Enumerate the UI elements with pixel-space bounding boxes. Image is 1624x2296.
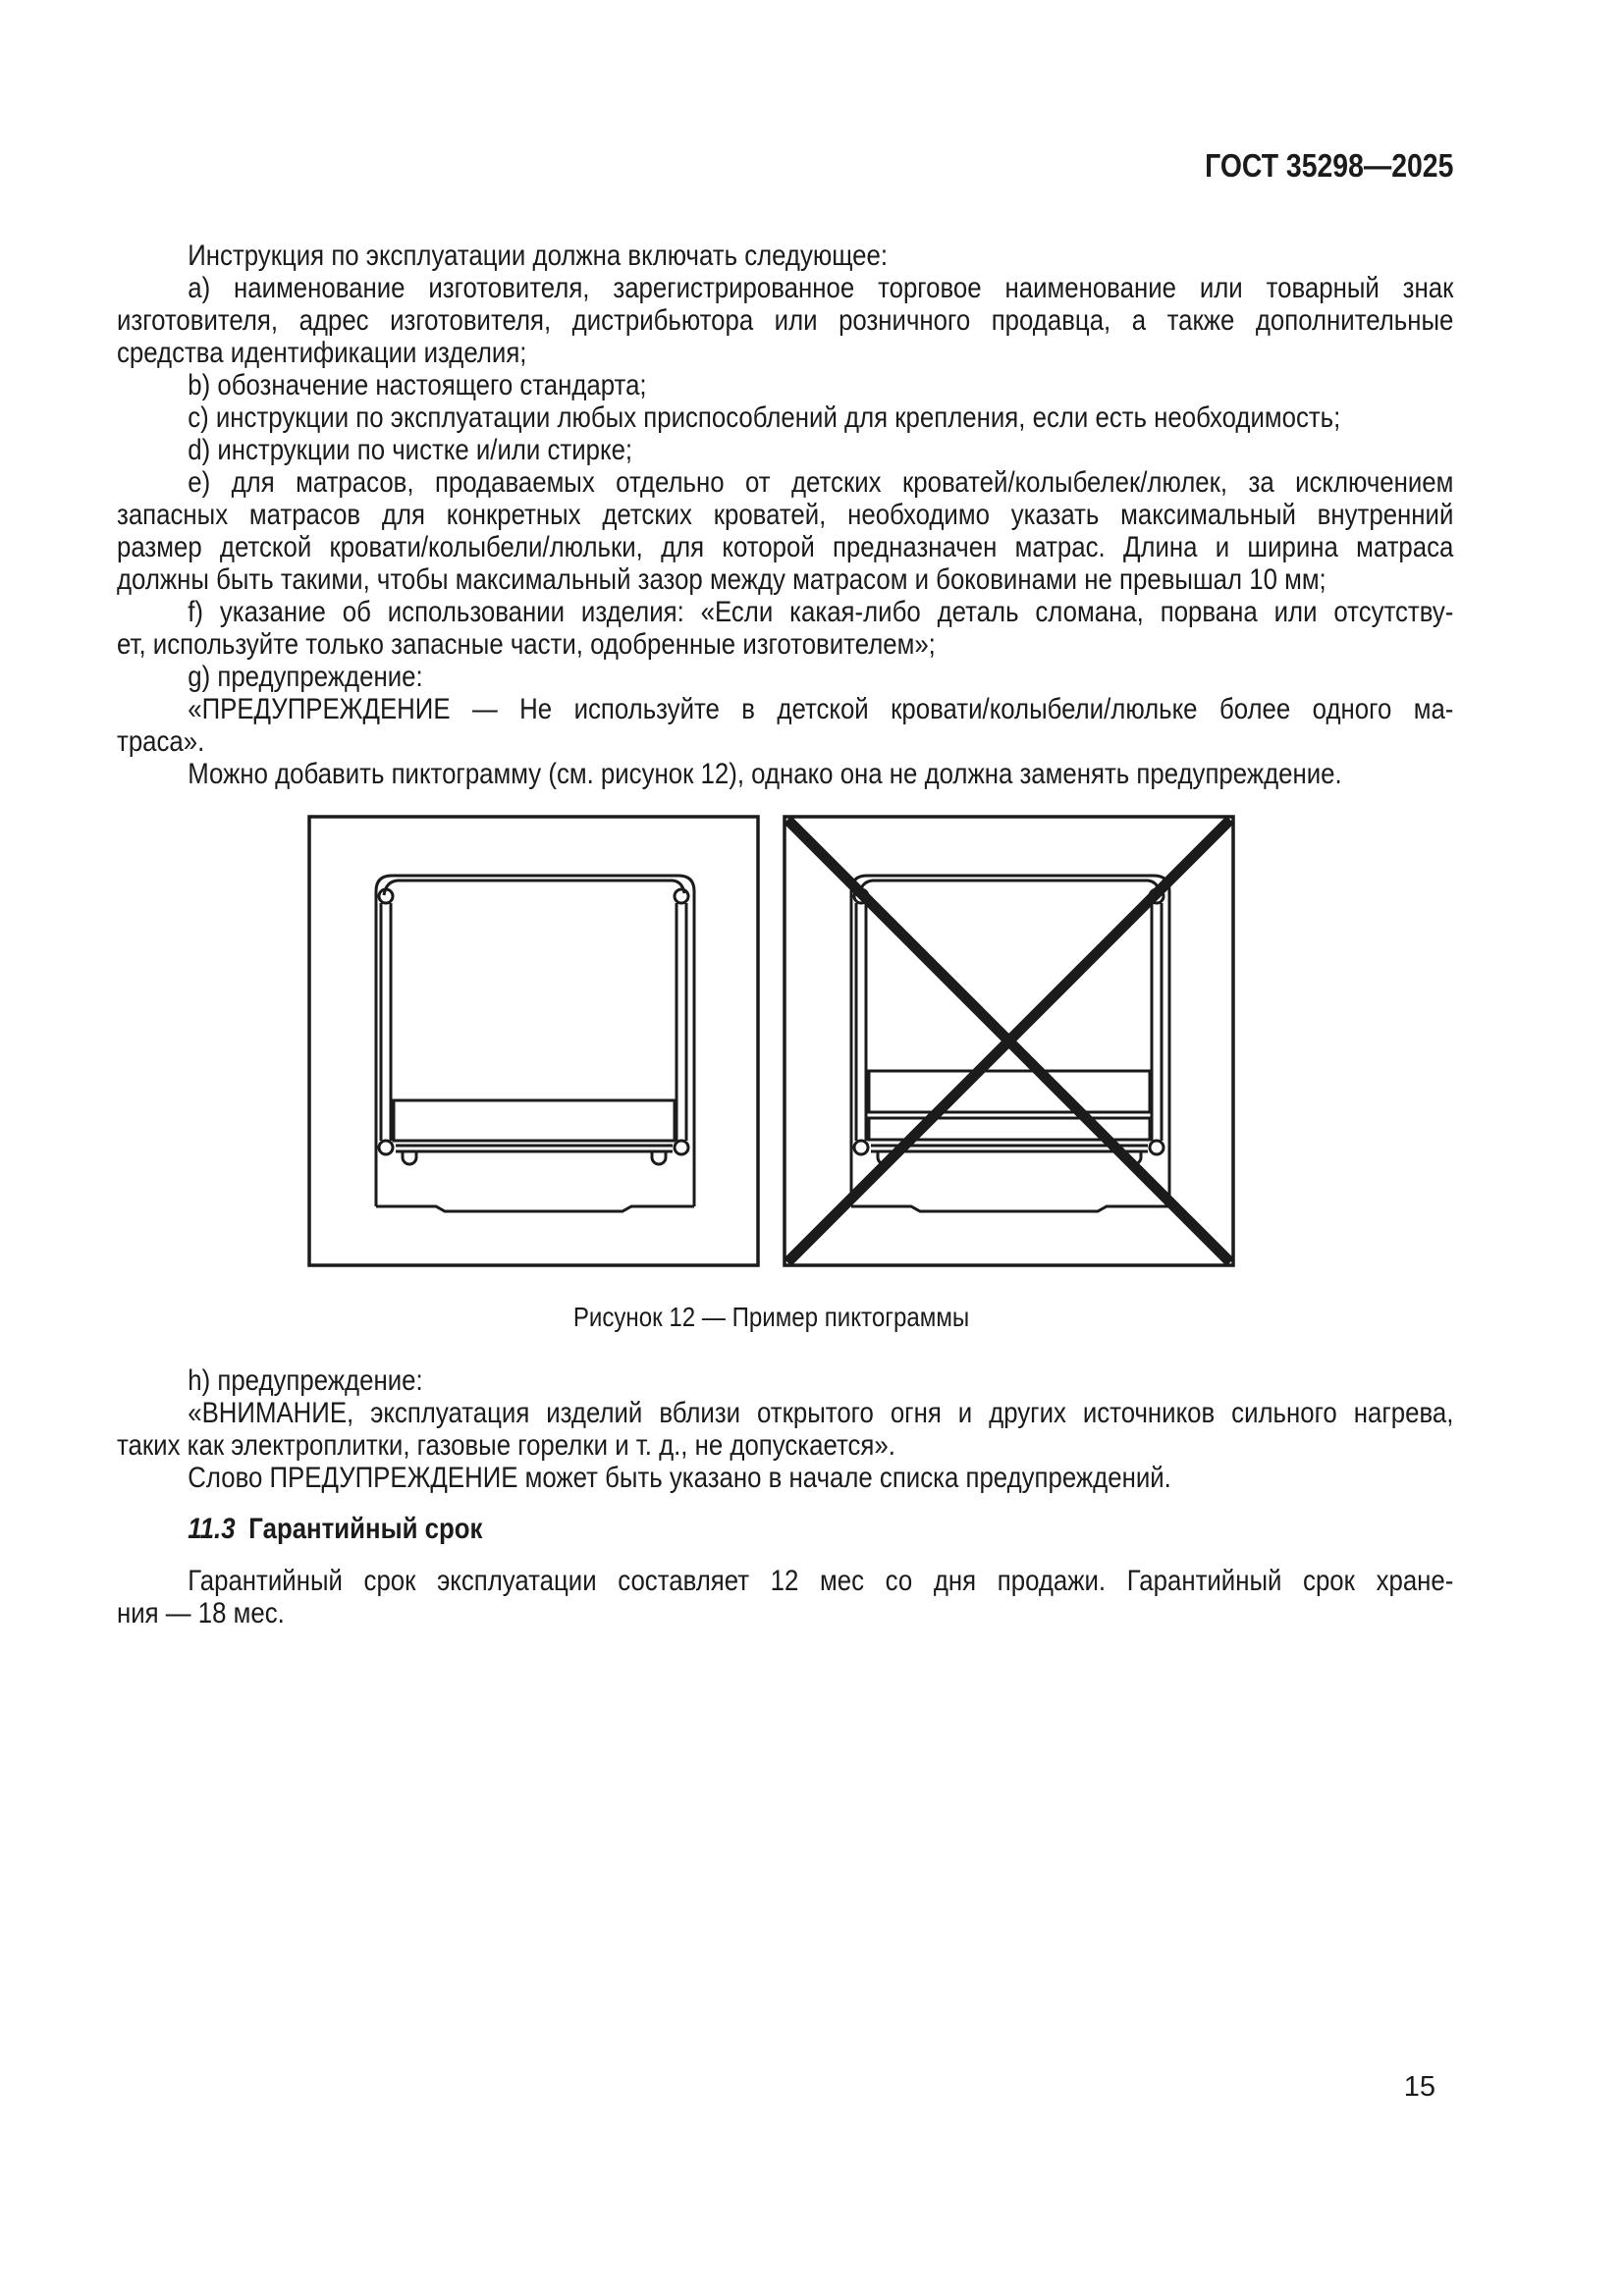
text-line: Слово ПРЕДУПРЕЖДЕНИЕ может быть указано в начале списка предупреждений. — [188, 1462, 1171, 1494]
page-number: 15 — [1403, 2071, 1435, 2103]
text-line: h) предупреждение: — [188, 1364, 423, 1397]
text-line: должны быть такими, чтобы максимальный зазор между матрасом и боковинами не превышал 10 мм; — [117, 563, 1326, 596]
bottom-text-column — [117, 1364, 1453, 1629]
text-line: Инструкция по эксплуатации должна включать следующее: — [188, 240, 889, 272]
text-line: e) для матрасов, продаваемых отдельно от детских кроватей/колыбелек/люлек, за исключением — [188, 466, 1454, 499]
text-line: Можно добавить пиктограмму (см. рисунок 12), однако она не должна заменять предупреждение. — [188, 758, 1342, 790]
prohibition-cross-icon — [787, 820, 1230, 1262]
paragraph-pictogram-note — [117, 758, 1453, 790]
text-line: Гарантийный срок эксплуатации составляет 12 мес со дня продажи. Гарантийный срок хране- — [188, 1565, 1454, 1597]
crib-one-mattress-icon — [307, 815, 760, 1267]
text-line: ет, используйте только запасные части, одобренные изготовителем»; — [117, 628, 936, 661]
text-line: «ВНИМАНИЕ, эксплуатация изделий вблизи открытого огня и других источников сильного нагрева, — [188, 1397, 1454, 1429]
text-line: размер детской кровати/колыбели/люльки, для которой предназначен матрас. Длина и ширина матраса — [117, 531, 1454, 563]
text-line: a) наименование изготовителя, зарегистрированное торговое наименование или товарный знак — [188, 272, 1454, 304]
text-line: d) инструкции по чистке и/или стирке; — [188, 434, 633, 466]
figure-caption-text: Рисунок 12 — Пример пиктограммы — [572, 1302, 970, 1332]
top-text-column — [117, 0, 1453, 790]
paragraph-warning-mattress — [117, 693, 1453, 758]
figure-12 — [307, 815, 1235, 1267]
text-line: «ПРЕДУПРЕЖДЕНИЕ — Не используйте в детской кровати/колыбели/люльке более одного ма- — [188, 693, 1454, 725]
section-number: 11.3 — [188, 1513, 236, 1545]
list-item-c — [117, 401, 1453, 434]
text-line: c) инструкции по эксплуатации любых приспособлений для крепления, если есть необходимость; — [188, 401, 1341, 434]
text-line: g) предупреждение: — [188, 661, 423, 693]
section-heading — [117, 1513, 1453, 1545]
text-line: средства идентификации изделия; — [117, 337, 527, 369]
text-line: ния — 18 мес. — [117, 1597, 285, 1629]
paragraph-warning-heat — [117, 1397, 1453, 1462]
text-line: изготовителя, адрес изготовителя, дистрибьютора или розничного продавца, а также дополнительные — [117, 304, 1454, 337]
paragraph-guarantee — [117, 1565, 1453, 1629]
text-line: запасных матрасов для конкретных детских кроватей, необходимо указать максимальный внутренний — [117, 499, 1454, 531]
section-title: Гарантийный срок — [248, 1513, 483, 1545]
list-item-f — [117, 596, 1453, 661]
document-code: ГОСТ 35298—2025 — [1205, 147, 1454, 184]
paragraph-intro — [117, 240, 1453, 272]
paragraph-word-warning-note — [117, 1462, 1453, 1494]
list-item-b — [117, 369, 1453, 401]
text-line: b) обозначение настоящего стандарта; — [188, 369, 647, 401]
list-item-a — [117, 272, 1453, 369]
crib-two-mattresses-prohibited-icon — [783, 815, 1235, 1267]
text-line: траса». — [117, 725, 205, 758]
list-item-d — [117, 434, 1453, 466]
list-item-g — [117, 661, 1453, 693]
text-line: f) указание об использовании изделия: «Если какая-либо деталь сломана, порвана или отсутству- — [188, 596, 1454, 628]
list-item-h — [117, 1364, 1453, 1397]
figure-caption — [307, 1301, 1235, 1333]
text-line: таких как электроплитки, газовые горелки и т. д., не допускается». — [117, 1429, 895, 1462]
list-item-e — [117, 466, 1453, 596]
